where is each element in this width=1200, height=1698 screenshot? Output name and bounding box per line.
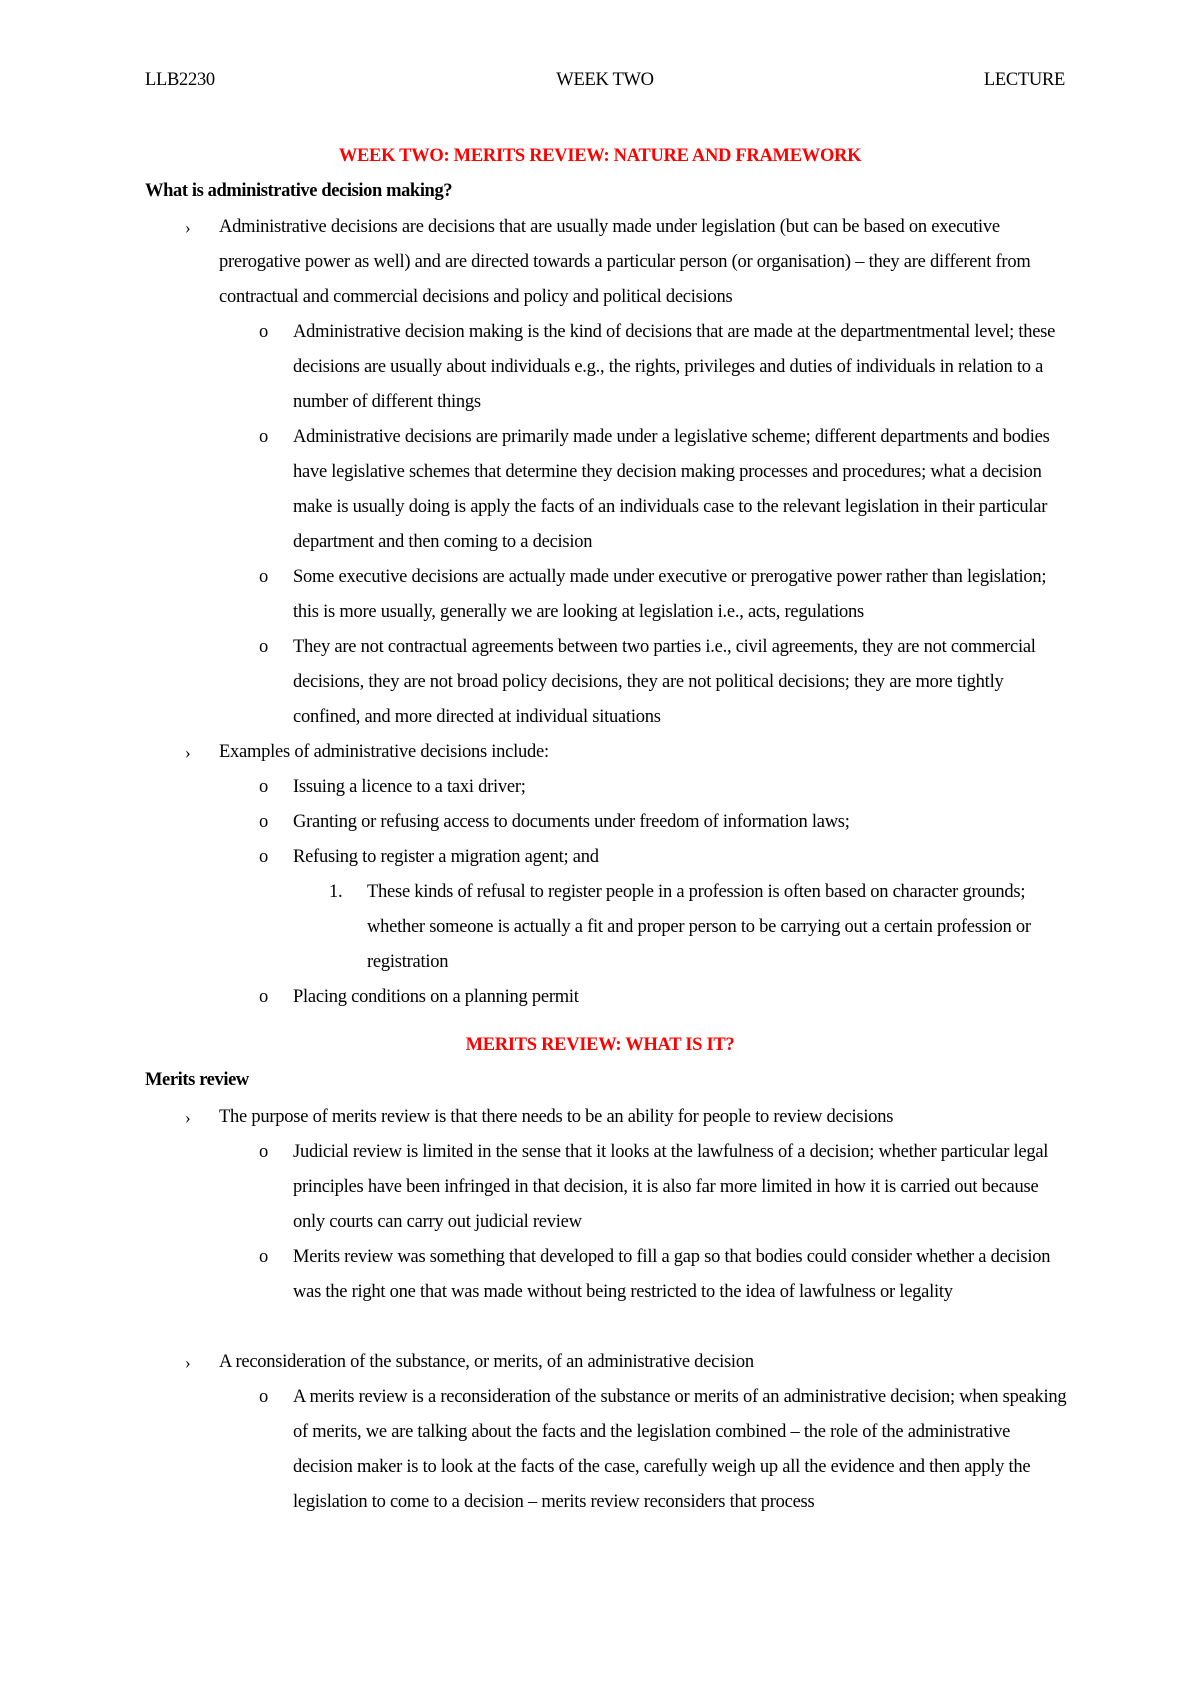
document-title: WEEK TWO: MERITS REVIEW: NATURE AND FRAMEWORK [338,146,862,166]
bullet-marker: › [185,1108,191,1127]
sub-bullet-marker: o [259,1142,268,1162]
sub-bullet-text: Granting or refusing access to documents under freedom of information laws; [293,812,850,832]
sub-bullet-item [259,840,1073,875]
sub-bullet-text: Judicial review is limited in the sense that it looks at the lawfulness of a decision; whether particular legal principles have been infringed in that decision, it is also far more limited in how it is carried out because only courts can carry out judicial review [293,1142,1049,1232]
sub-bullet-text: Placing conditions on a planning permit [293,987,579,1007]
sub-bullet-item [259,805,1073,840]
section-heading: MERITS REVIEW: WHAT IS IT? [465,1035,735,1055]
sub-bullet-item [259,315,1073,420]
sub-bullet-item [259,420,1073,560]
page-header [145,70,1065,96]
bullet-item [185,1345,1069,1380]
section-subheading: Merits review [145,1070,249,1090]
sub-bullet-marker: o [259,987,268,1007]
sub-bullet-text: Administrative decisions are primarily made under a legislative scheme; different departments and bodies have legislative schemes that determine they decision making processes and procedures; what a decision make is usually doing is apply the facts of an individuals case to the relevant legislation in their particular department and then coming to a decision [293,427,1050,552]
header-left: LLB2230 [145,70,215,90]
sub-bullet-marker: o [259,812,268,832]
sub-bullet-text: They are not contractual agreements between two parties i.e., civil agreements, they are not commercial decisions, they are not broad policy decisions, they are not political decisions; they are more tightly confined, and more directed at individual situations [293,637,1036,727]
sub-bullet-text: Some executive decisions are actually made under executive or prerogative power rather than legislation; this is more usually, generally we are looking at legislation i.e., acts, regulations [293,567,1047,622]
sub-bullet-marker: o [259,1247,268,1267]
bullet-marker: › [185,743,191,762]
sub-bullet-text: Administrative decision making is the kind of decisions that are made at the departmentmental level; these decisions are usually about individuals e.g., the rights, privileges and duties of individuals in relation to a number of different things [293,322,1056,412]
sub-bullet-marker: o [259,847,268,867]
section-subheading: What is administrative decision making? [145,181,453,201]
bullet-item [185,1100,1069,1135]
sub-bullet-text: Refusing to register a migration agent; and [293,847,599,867]
sub-bullet-item [259,1380,1073,1520]
sub-bullet-marker: o [259,322,268,342]
bullet-marker: › [185,1353,191,1372]
bullet-text: Administrative decisions are decisions that are usually made under legislation (but can be based on executive prerogative power as well) and are directed towards a particular person (or organisation) – they are different from contractual and commercial decisions and policy and political decisions [219,217,1031,307]
numbered-text: These kinds of refusal to register people in a profession is often based on character grounds; whether someone is actually a fit and proper person to be carrying out a certain profession or registration [367,882,1031,972]
bullet-item [185,735,1069,770]
bullet-text: A reconsideration of the substance, or merits, of an administrative decision [219,1352,754,1372]
sub-bullet-text: Issuing a licence to a taxi driver; [293,777,526,797]
sub-bullet-marker: o [259,1387,268,1407]
numbered-marker: 1. [329,882,343,902]
sub-bullet-text: A merits review is a reconsideration of the substance or merits of an administrative decision; when speaking of merits, we are talking about the facts and the legislation combined – the role of the administrative decision maker is to look at the facts of the case, carefully weigh up all the evidence and then apply the legislation to come to a decision – merits review reconsiders that process [293,1387,1067,1512]
sub-bullet-marker: o [259,777,268,797]
bullet-text: Examples of administrative decisions include: [219,742,549,762]
sub-bullet-marker: o [259,637,268,657]
bullet-text: The purpose of merits review is that there needs to be an ability for people to review decisions [219,1107,894,1127]
header-center: WEEK TWO [556,70,654,90]
sub-bullet-item [259,560,1073,630]
sub-bullet-item [259,1135,1073,1240]
sub-bullet-marker: o [259,427,268,447]
bullet-item [185,210,1069,315]
bullet-marker: › [185,218,191,237]
numbered-item [329,875,1067,980]
sub-bullet-item [259,770,1073,805]
sub-bullet-marker: o [259,567,268,587]
header-right: LECTURE [983,70,1065,90]
sub-bullet-text: Merits review was something that developed to fill a gap so that bodies could consider whether a decision was the right one that was made without being restricted to the idea of lawfulness or legality [293,1247,1051,1302]
sub-bullet-item [259,980,1073,1015]
sub-bullet-item [259,630,1073,735]
sub-bullet-item [259,1240,1073,1310]
